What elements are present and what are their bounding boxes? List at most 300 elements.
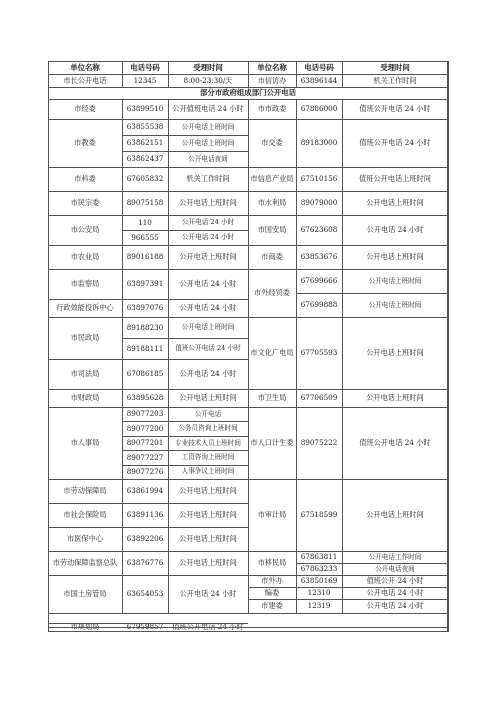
phone-number: 89075222 (300, 438, 338, 448)
grid-line (122, 215, 123, 230)
grid-line (342, 191, 343, 215)
unit-name: 市商委 (261, 252, 283, 262)
grid-line (48, 613, 122, 614)
grid-line (296, 215, 342, 216)
grid-line (342, 74, 343, 87)
grid-line (248, 215, 249, 245)
grid-line (168, 359, 248, 360)
phone-number: 63897076 (126, 303, 164, 313)
service-hours: 机关工作时间 (373, 75, 417, 85)
grid-line (168, 407, 169, 421)
service-hours: 公开电话 24 小时 (181, 233, 235, 242)
grid-line (122, 613, 168, 614)
grid-line (168, 167, 169, 191)
unit-name: 市科委 (74, 174, 96, 184)
grid-line (296, 587, 297, 599)
phone-number: 110 (138, 217, 152, 227)
grid-line (248, 61, 249, 74)
grid-line (122, 245, 168, 246)
grid-line (248, 599, 296, 600)
phone-number: 67510156 (300, 174, 338, 184)
unit-name: 市建委 (261, 601, 283, 611)
grid-line (168, 317, 248, 318)
service-hours: 公开电话上班时间 (366, 348, 424, 358)
service-hours: 公开电话夜间 (188, 154, 228, 163)
grid-line (168, 135, 248, 136)
phone-number: 67886000 (300, 104, 338, 114)
grid-line (296, 293, 297, 317)
grid-line (296, 269, 297, 293)
grid-line (296, 389, 297, 407)
grid-line (248, 575, 249, 587)
phone-number: 63897391 (126, 279, 164, 289)
grid-line (248, 99, 249, 119)
grid-line (342, 551, 343, 563)
grid-line (342, 215, 343, 245)
grid-line (48, 575, 122, 576)
phone-number: 67605832 (126, 174, 164, 184)
grid-line (296, 563, 297, 575)
header-phone: 电话号码 (130, 62, 160, 72)
grid-line (248, 245, 249, 269)
grid-line (122, 215, 168, 216)
phone-number: 89075158 (126, 198, 164, 208)
grid-line (168, 74, 248, 75)
grid-line (168, 613, 248, 614)
grid-line (248, 587, 249, 599)
grid-line (342, 293, 343, 317)
unit-name: 市国土房管局 (63, 589, 107, 599)
grid-line (122, 74, 168, 75)
grid-line (168, 338, 248, 339)
grid-line (48, 74, 122, 75)
grid-line (122, 407, 123, 421)
unit-name: 市文化广电局 (250, 348, 294, 358)
unit-name: 市劳动保障监察总队 (52, 558, 118, 568)
grid-line (122, 450, 123, 464)
grid-line (296, 563, 342, 564)
unit-name: 市人事局 (70, 438, 100, 448)
grid-line (342, 389, 343, 407)
phone-number: 89077201 (126, 438, 164, 448)
service-hours: 工资咨询上班时间 (181, 452, 235, 461)
grid-line (122, 167, 123, 191)
grid-line (168, 359, 169, 389)
grid-line (48, 527, 122, 528)
grid-line (248, 551, 249, 575)
grid-line (342, 215, 448, 216)
grid-line (168, 151, 248, 152)
service-hours: 公开电话 (194, 409, 222, 418)
grid-line (48, 359, 122, 360)
unit-name: 编委 (264, 588, 280, 598)
grid-line (296, 167, 297, 191)
phone-number: 63896144 (300, 75, 338, 85)
phone-number: 89016188 (126, 252, 164, 262)
grid-line (122, 191, 168, 192)
grid-line (248, 389, 296, 390)
grid-line (342, 575, 343, 587)
grid-line (122, 551, 168, 552)
grid-line (248, 269, 296, 270)
phone-number: 12319 (307, 601, 331, 611)
grid-line (248, 551, 296, 552)
phone-number: 63876776 (126, 558, 164, 568)
unit-name: 市移民局 (257, 558, 287, 568)
phone-number: 67863233 (300, 564, 338, 574)
service-hours: 公开电话上班时间 (368, 276, 422, 285)
grid-line (342, 167, 448, 168)
grid-line (342, 317, 448, 318)
header-unit-name: 单位名称 (70, 62, 100, 72)
grid-line (342, 61, 343, 74)
grid-line (248, 74, 296, 75)
grid-line (168, 465, 169, 479)
grid-line (296, 551, 342, 552)
grid-line (168, 503, 248, 504)
grid-line (48, 215, 122, 216)
grid-line (296, 389, 342, 390)
grid-line (48, 87, 448, 88)
grid-line (168, 299, 169, 317)
phone-number: 89188230 (126, 322, 164, 332)
service-hours: 公开电话 24 小时 (366, 588, 424, 598)
grid-line (342, 479, 448, 480)
grid-line (342, 407, 448, 408)
header-hours: 受理时间 (193, 62, 223, 72)
service-hours: 公开电话上班时间 (179, 558, 237, 568)
phone-number: 67959857 (126, 623, 164, 631)
grid-line (122, 527, 168, 528)
grid-line (296, 119, 342, 120)
grid-line (168, 99, 169, 119)
grid-line (168, 421, 248, 422)
grid-line (248, 191, 296, 192)
grid-line (122, 230, 168, 231)
grid-line (248, 599, 249, 613)
grid-line (342, 613, 448, 614)
phone-number: 67623608 (300, 225, 338, 235)
unit-name: 市人口计生委 (250, 438, 294, 448)
service-hours: 公开电话工作时间 (368, 552, 422, 561)
service-hours: 值班公开电话 24 小时 (175, 344, 241, 353)
unit-name: 市监察局 (70, 279, 100, 289)
grid-line (122, 317, 168, 318)
grid-line (168, 299, 248, 300)
phone-number: 67086185 (126, 369, 164, 379)
table-border (48, 631, 449, 632)
section-title: 部分市政府组成部门公开电话 (199, 88, 297, 98)
grid-line (342, 563, 343, 575)
unit-name: 市民政局 (70, 333, 100, 343)
grid-line (296, 575, 342, 576)
grid-line (296, 317, 342, 318)
grid-line (122, 245, 123, 269)
grid-line (48, 503, 122, 504)
service-hours: 人事争议上班时间 (181, 467, 235, 476)
grid-line (122, 389, 168, 390)
phone-number: 67863811 (300, 552, 338, 562)
grid-line (168, 338, 169, 359)
unit-name: 市公安局 (70, 225, 100, 235)
service-hours: 公开电话 24 小时 (366, 225, 424, 235)
service-hours: 值班公开电话 24 小时 (359, 104, 431, 114)
grid-line (296, 99, 342, 100)
grid-line (168, 575, 169, 613)
service-hours: 公开电话 24 小时 (179, 369, 237, 379)
grid-line (168, 269, 248, 270)
grid-line (168, 74, 169, 87)
phone-number: 63862437 (126, 154, 164, 164)
unit-name: 市规划局 (70, 623, 100, 631)
service-hours: 公开电话上班时间 (179, 510, 237, 520)
service-hours: 公开电话上班时间 (181, 138, 235, 147)
phone-number: 63861994 (126, 486, 164, 496)
phone-number: 63853676 (300, 252, 338, 262)
grid-line (168, 269, 169, 299)
grid-line (122, 299, 168, 300)
unit-name: 市长公开电话 (63, 75, 107, 85)
grid-line (122, 479, 168, 480)
grid-line (168, 450, 248, 451)
service-hours: 公开电话上班时间 (366, 252, 424, 262)
grid-line (122, 338, 123, 359)
service-hours: 公开电话上班时间 (181, 323, 235, 332)
grid-line (342, 563, 448, 564)
grid-line (248, 587, 296, 588)
grid-line (122, 503, 168, 504)
grid-line (168, 119, 248, 120)
grid-line (168, 167, 248, 168)
grid-line (168, 465, 248, 466)
grid-line (122, 503, 123, 527)
phone-number: 89077200 (126, 423, 164, 433)
header-unit-name-2: 单位名称 (257, 62, 287, 72)
grid-line (122, 338, 168, 339)
phone-number: 67706509 (300, 393, 338, 403)
unit-name: 市司法局 (70, 369, 100, 379)
unit-name: 市经委 (74, 104, 96, 114)
grid-line (48, 389, 122, 390)
grid-line (122, 119, 123, 135)
grid-line (342, 269, 343, 293)
phone-number: 63892206 (126, 534, 164, 544)
grid-line (248, 389, 249, 407)
grid-line (122, 317, 123, 338)
grid-line (168, 245, 169, 269)
unit-name: 市劳动保障局 (63, 486, 107, 496)
grid-line (122, 623, 168, 624)
grid-line (248, 119, 249, 167)
phone-number: 67699888 (300, 300, 338, 310)
unit-name: 行政效能投诉中心 (56, 303, 114, 313)
grid-line (296, 575, 297, 587)
grid-line (48, 245, 122, 246)
phone-number: 89077227 (126, 452, 164, 462)
grid-line (122, 167, 168, 168)
grid-line (342, 587, 343, 599)
service-hours: 公务员咨询上班时间 (178, 424, 238, 433)
service-hours: 公开电话夜间 (375, 564, 415, 573)
grid-line (342, 317, 343, 389)
grid-line (168, 215, 248, 216)
grid-line (168, 407, 248, 408)
service-hours: 8:00-23:30/天 (183, 75, 233, 85)
grid-line (122, 135, 123, 151)
grid-line (168, 527, 169, 551)
grid-line (296, 191, 342, 192)
grid-line (342, 575, 448, 576)
grid-line (296, 74, 297, 87)
unit-name: 市社会保险局 (63, 510, 107, 520)
unit-name: 市交委 (261, 138, 283, 148)
grid-line (168, 479, 169, 503)
phone-number: 89077276 (126, 467, 164, 476)
service-hours: 公开电话上班时间 (368, 300, 422, 309)
service-hours: 公开电话上班时间 (179, 534, 237, 544)
service-hours: 公开电话 24 小时 (181, 218, 235, 227)
phone-directory-table (48, 61, 448, 631)
grid-line (122, 151, 123, 167)
grid-line (168, 135, 169, 151)
phone-number: 67518599 (300, 510, 338, 520)
grid-line (342, 99, 448, 100)
grid-line (122, 135, 168, 136)
grid-line (248, 119, 296, 120)
grid-line (122, 74, 123, 87)
grid-line (296, 479, 342, 480)
grid-line (48, 627, 448, 628)
service-hours: 值班公开电话 24 小时 (172, 623, 244, 631)
service-hours: 公开电话 24 小时 (179, 303, 237, 313)
service-hours: 公开电话上班时间 (179, 393, 237, 403)
grid-line (48, 299, 122, 300)
grid-line (48, 623, 122, 624)
table-border (48, 61, 448, 62)
grid-line (168, 151, 169, 167)
phone-number: 67699666 (300, 276, 338, 286)
grid-line (122, 269, 123, 299)
grid-line (168, 317, 169, 338)
service-hours: 值班公开 24 小时 (366, 576, 424, 586)
grid-line (248, 74, 249, 87)
grid-line (248, 479, 296, 480)
grid-line (296, 269, 342, 270)
grid-line (296, 551, 297, 563)
grid-line (122, 119, 168, 120)
grid-line (342, 599, 343, 613)
phone-number: 63895628 (126, 393, 164, 403)
grid-line (122, 527, 123, 551)
grid-line (248, 167, 249, 191)
service-hours: 专业技术人员上班时间 (175, 438, 241, 447)
grid-line (168, 575, 248, 576)
grid-line (168, 479, 248, 480)
grid-line (248, 317, 249, 389)
table-border (447, 61, 448, 631)
grid-line (168, 191, 248, 192)
grid-line (168, 99, 248, 100)
unit-name: 市农业局 (70, 252, 100, 262)
grid-line (296, 407, 297, 479)
grid-line (122, 450, 168, 451)
unit-name: 市信访办 (257, 75, 287, 85)
grid-line (122, 191, 123, 215)
unit-name: 市外办 (261, 576, 283, 586)
grid-line (248, 613, 296, 614)
service-hours: 公开电话上班时间 (366, 198, 424, 208)
phone-number: 12310 (307, 588, 331, 598)
grid-line (168, 503, 169, 527)
grid-line (122, 269, 168, 270)
unit-name: 市医保中心 (67, 534, 103, 544)
grid-line (296, 191, 297, 215)
grid-line (48, 167, 122, 168)
grid-line (342, 191, 448, 192)
grid-line (168, 527, 248, 528)
service-hours: 公开电话上班时间 (181, 122, 235, 131)
unit-name: 市国安局 (257, 225, 287, 235)
grid-line (122, 389, 123, 407)
unit-name: 市外经贸委 (254, 288, 290, 298)
service-hours: 值班公开电话上班时间 (359, 174, 431, 184)
grid-line (248, 269, 249, 317)
grid-line (296, 215, 297, 245)
phone-number: 63654053 (126, 589, 164, 599)
phone-number: 63855538 (126, 122, 164, 132)
grid-line (248, 245, 296, 246)
grid-line (342, 119, 343, 167)
grid-line (168, 436, 169, 450)
grid-line (342, 269, 448, 270)
grid-line (122, 465, 168, 466)
grid-line (168, 230, 248, 231)
grid-line (168, 551, 169, 575)
grid-line (168, 389, 169, 407)
grid-line (248, 479, 249, 551)
phone-number: 63862151 (126, 138, 164, 148)
grid-line (122, 436, 168, 437)
grid-line (248, 167, 296, 168)
grid-line (248, 317, 296, 318)
grid-line (168, 623, 248, 624)
grid-line (122, 359, 123, 389)
grid-line (296, 119, 297, 167)
service-hours: 公开值班电话 24 小时 (172, 104, 244, 114)
grid-line (296, 245, 297, 269)
grid-line (342, 245, 343, 269)
grid-line (122, 465, 123, 479)
grid-line (342, 119, 448, 120)
grid-line (342, 99, 343, 119)
grid-line (122, 299, 123, 317)
grid-line (122, 230, 123, 245)
grid-line (122, 407, 168, 408)
service-hours: 公开电话上班时间 (179, 198, 237, 208)
grid-line (342, 167, 343, 191)
grid-line (342, 74, 448, 75)
grid-line (248, 215, 296, 216)
grid-line (122, 99, 168, 100)
grid-line (48, 99, 122, 100)
grid-line (48, 119, 122, 120)
grid-line (168, 191, 169, 215)
grid-line (248, 99, 296, 100)
grid-line (248, 407, 249, 479)
grid-line (342, 245, 448, 246)
grid-line (122, 421, 168, 422)
service-hours: 公开电话上班时间 (179, 252, 237, 262)
